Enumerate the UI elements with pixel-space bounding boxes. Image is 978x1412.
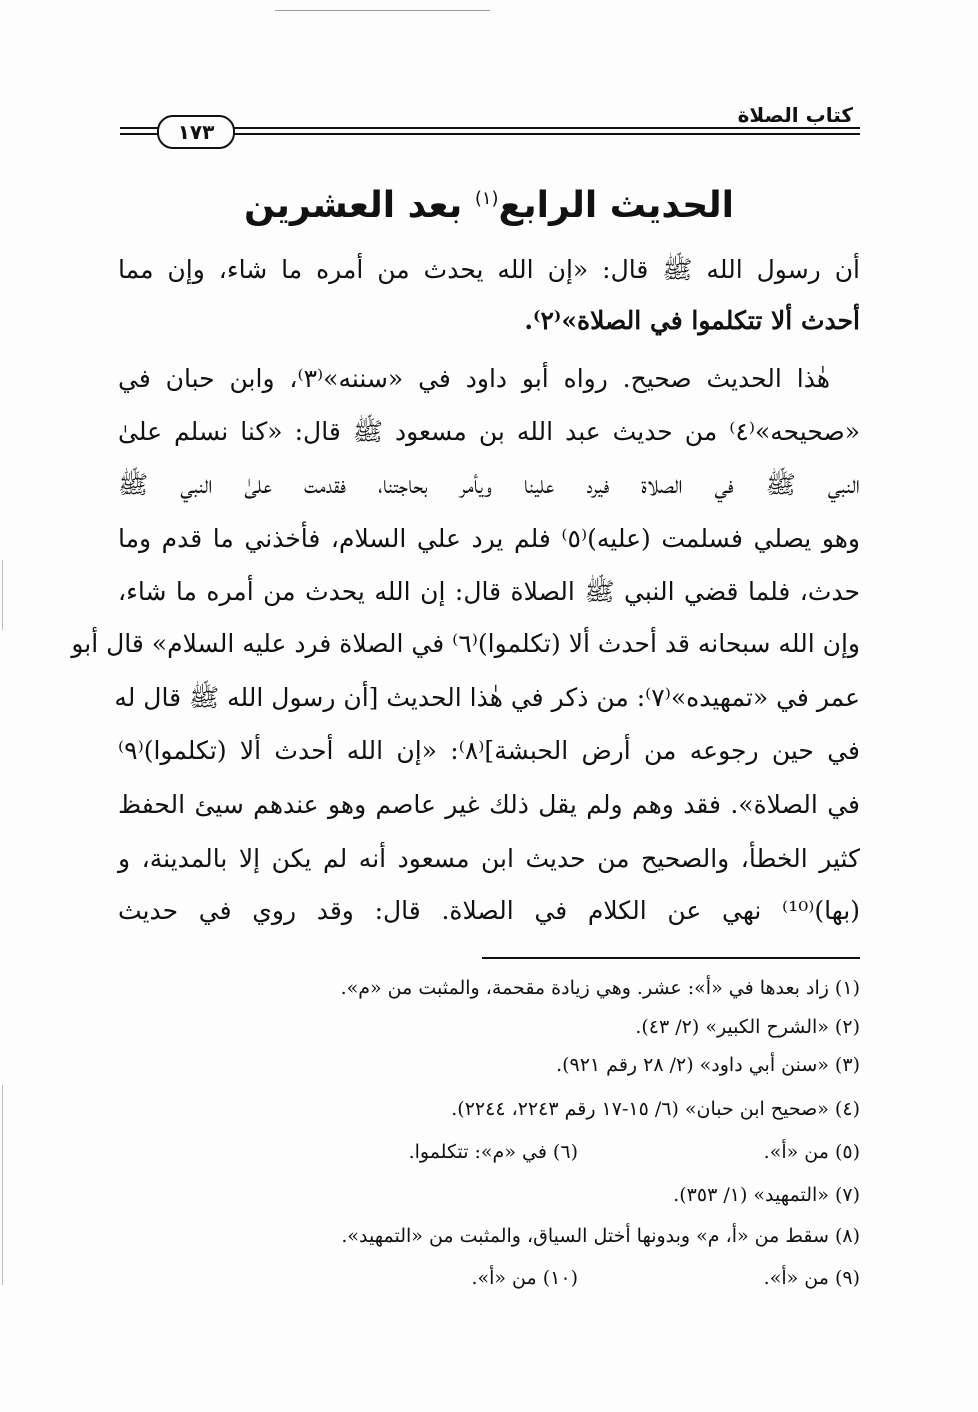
body-line: وإن الله سبحانه قد أحدث ألا (تكلموا)⁽٦⁾ في الصلاة فرد عليه السلام» قال أبو bbox=[71, 629, 860, 658]
scan-edge-mark bbox=[2, 560, 3, 630]
body-line: كثير الخطأ، والصحيح من حديث ابن مسعود أنه لم يكن إلا بالمدينة، و bbox=[118, 844, 860, 873]
footnote: (٥) من «أ». bbox=[763, 1141, 860, 1163]
title-rest: بعد العشرين bbox=[243, 185, 463, 226]
body-line: (بها)⁽¹⁰⁾ نهي عن الكلام في الصلاة. قال: وقد روي في حديث bbox=[118, 896, 860, 925]
footnote: (٣) «سنن أبي داود» (٢/ ٢٨ رقم ٩٢١). bbox=[556, 1054, 860, 1076]
body-line: وهو يصلي فسلمت (عليه)⁽٥⁾ فلم يرد علي السلام، فأخذني ما قدم وما bbox=[118, 524, 860, 553]
body-line: النبي ﷺ في الصلاة فيرد علينا ويأمر بحاجتنا، فقدمت علىٰ النبي ﷺ bbox=[118, 470, 860, 499]
hadith-title bbox=[0, 185, 978, 226]
footnote: (١) زاد بعدها في «أ»: عشر. وهي زيادة مقحمة، والمثبت من «م». bbox=[340, 977, 860, 999]
scan-edge-line bbox=[275, 10, 490, 11]
footnote: (٤) «صحيح ابن حبان» (٦/ ١٥-١٧ رقم ٢٢٤٣، ٢٢٤٤). bbox=[451, 1098, 860, 1120]
title-main: الحديث الرابع bbox=[498, 185, 735, 226]
footnote: (٩) من «أ». bbox=[763, 1267, 860, 1289]
body-line: في حين رجوعه من أرض الحبشة]⁽٨⁾: «إن الله أحدث ألا (تكلموا)⁽٩⁾ bbox=[118, 736, 860, 765]
body-line: أحدث ألا تتكلموا في الصلاة»⁽٢⁾. bbox=[524, 306, 860, 335]
footnote: (٨) سقط من «أ، م» وبدونها أختل السياق، والمثبت من «التمهيد». bbox=[341, 1225, 860, 1247]
page-number: ١٧٣ bbox=[157, 115, 235, 149]
body-line: هٰذا الحديث صحيح. رواه أبو داود في «سننه»⁽٣⁾، وابن حبان في bbox=[118, 364, 830, 393]
body-line: في الصلاة». فقد وهم ولم يقل ذلك غير عاصم وهو عندهم سيئ الحفظ bbox=[118, 790, 860, 819]
body-line: «صحيحه»⁽٤⁾ من حديث عبد الله بن مسعود ﷺ قال: «كنا نسلم علىٰ bbox=[118, 417, 860, 446]
footnote: (٦) في «م»: تتكلموا. bbox=[408, 1141, 578, 1163]
body-line: أن رسول الله ﷺ قال: «إن الله يحدث من أمره ما شاء، وإن مما bbox=[118, 255, 860, 284]
running-title: كتاب الصلاة bbox=[737, 103, 853, 127]
footnote: (٧) «التمهيد» (١/ ٣٥٣). bbox=[673, 1184, 860, 1206]
title-note-ref: (١) bbox=[474, 188, 499, 209]
body-line: عمر في «تمهيده»⁽٧⁾: من ذكر في هٰذا الحديث [أن رسول الله ﷺ قال له bbox=[114, 683, 860, 712]
footnote-separator bbox=[482, 957, 860, 959]
body-line: حدث، فلما قضي النبي ﷺ الصلاة قال: إن الله يحدث من أمره ما شاء، bbox=[118, 577, 860, 606]
footnote: (٢) «الشرح الكبير» (٢/ ٤٣). bbox=[635, 1016, 860, 1038]
footnote: (١٠) من «أ». bbox=[471, 1267, 578, 1289]
scan-edge-mark bbox=[2, 1085, 3, 1285]
